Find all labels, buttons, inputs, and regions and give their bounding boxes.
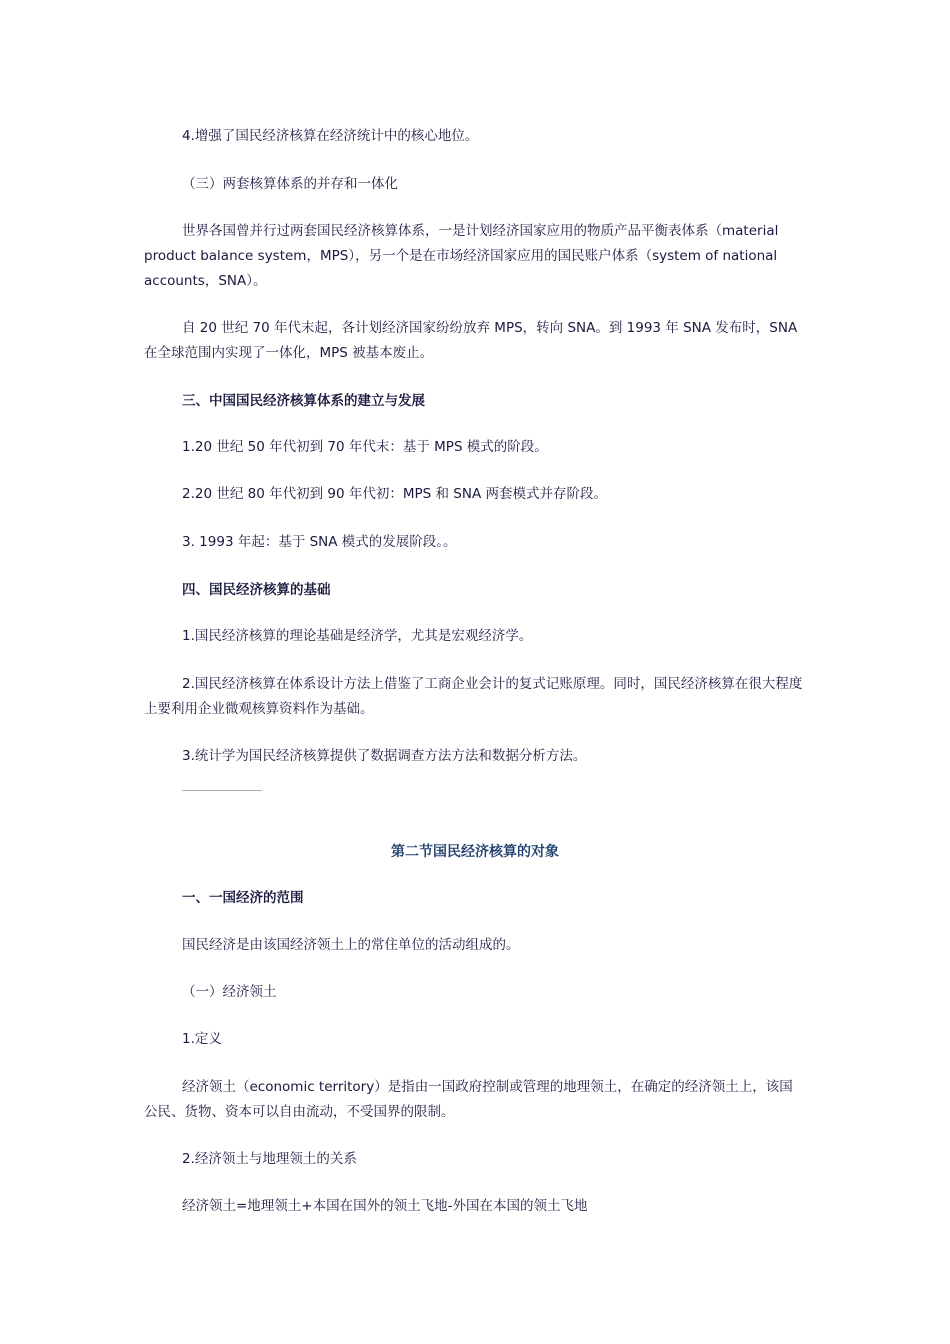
paragraph-mps-sna-intro: 世界各国曾并行过两套国民经济核算体系，一是计划经济国家应用的物质产品平衡表体系（material product balance system，MPS），另一个是在市场经济国家应用的国民账户体系（system of national accounts，SNA）。	[144, 223, 779, 289]
list-item-foundation-3: 3.统计学为国民经济核算提供了数据调查方法方法和数据分析方法。	[182, 748, 587, 764]
list-item-stage-1: 1.20 世纪 50 年代初到 70 年代末：基于 MPS 模式的阶段。	[182, 439, 548, 455]
list-item-relationship: 2.经济领土与地理领土的关系	[182, 1151, 357, 1167]
paragraph-sna-unification: 自 20 世纪 70 年代末起，各计划经济国家纷纷放弃 MPS，转向 SNA。到 1993 年 SNA 发布时，SNA 在全球范围内实现了一体化，MPS 被基本废止。	[144, 320, 798, 361]
list-item-stage-2: 2.20 世纪 80 年代初到 90 年代初：MPS 和 SNA 两套模式并存阶段。	[182, 486, 608, 502]
footnote-divider	[182, 790, 262, 791]
paragraph-territory-formula: 经济领土=地理领土+本国在国外的领土飞地-外国在本国的领土飞地	[182, 1198, 588, 1214]
paragraph-core-status: 4.增强了国民经济核算在经济统计中的核心地位。	[182, 128, 479, 144]
heading-economy-scope: 一、一国经济的范围	[182, 890, 304, 906]
paragraph-national-economy: 国民经济是由该国经济领土上的常住单位的活动组成的。	[182, 937, 520, 953]
heading-foundations: 四、国民经济核算的基础	[182, 582, 331, 598]
subheading-economic-territory: （一）经济领土	[182, 984, 277, 1000]
subheading-two-systems: （三）两套核算体系的并存和一体化	[182, 176, 398, 192]
list-item-definition: 1.定义	[182, 1031, 222, 1047]
list-item-stage-3: 3. 1993 年起：基于 SNA 模式的发展阶段。。	[182, 534, 457, 550]
section-title: 第二节国民经济核算的对象	[391, 844, 559, 860]
list-item-foundation-2: 2.国民经济核算在体系设计方法上借鉴了工商企业会计的复式记账原理。同时，国民经济核算在很大程度上要利用企业微观核算资料作为基础。	[144, 676, 803, 717]
heading-china-system: 三、中国国民经济核算体系的建立与发展	[182, 393, 425, 409]
list-item-foundation-1: 1.国民经济核算的理论基础是经济学，尤其是宏观经济学。	[182, 628, 533, 644]
paragraph-territory-definition: 经济领土（economic territory）是指由一国政府控制或管理的地理领土，在确定的经济领土上，该国公民、货物、资本可以自由流动，不受国界的限制。	[144, 1079, 793, 1120]
